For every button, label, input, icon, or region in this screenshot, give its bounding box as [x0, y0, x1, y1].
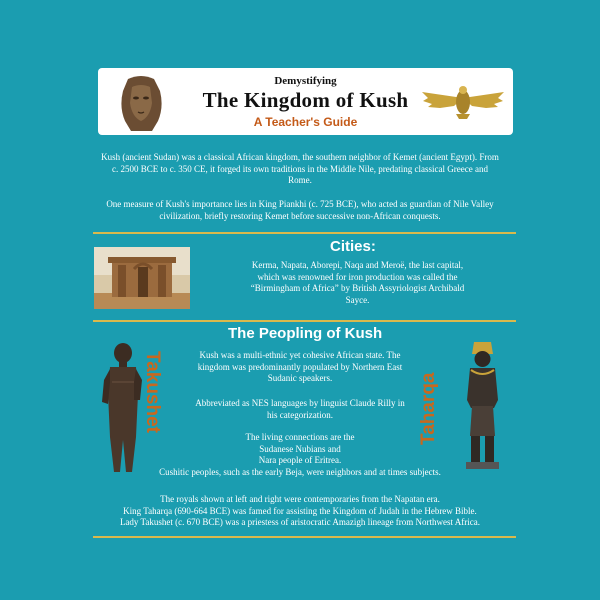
- cities-paragraph: Kerma, Napata, Aborepi, Naqa and Meroë, the last capital, which was renowned for iron production was called the “Birmingham of Africa” by British Assyriologist Archibald Sayce.: [250, 260, 465, 305]
- divider: [93, 320, 516, 322]
- taharqa-label: Taharqa: [418, 372, 439, 445]
- takushet-label: Takushet: [142, 351, 163, 434]
- divider: [93, 536, 516, 538]
- title-card: [98, 68, 513, 135]
- winged-gold-amulet-image: [420, 84, 506, 120]
- taharqa-statue-image: [460, 340, 505, 470]
- royals-line: The royals shown at left and right were contemporaries from the Napatan era.: [160, 494, 440, 504]
- living-connections-line: The living connections are the: [245, 432, 355, 442]
- peopling-paragraph-2: Abbreviated as NES languages by linguist Claude Rilly in his categorization.: [195, 398, 405, 420]
- piankhi-paragraph: One measure of Kush's importance lies in King Piankhi (c. 725 BCE), who acted as guardian of Nile Valley civilization, briefly restoring Kemet before successive non-African conquests.: [106, 199, 494, 221]
- peopling-paragraph-3: [195, 432, 405, 467]
- temple-ruins-image: [94, 247, 190, 309]
- taharqa-line: King Taharqa (690-664 BCE) was famed for assisting the Kingdom of Judah in the Hebrew Bible.: [123, 505, 477, 516]
- nara-people-line: Nara people of Eritrea.: [258, 455, 342, 465]
- header-guide-label: A Teacher's Guide: [253, 115, 358, 129]
- cushitic-paragraph: Cushitic peoples, such as the early Beja, were neighbors and at times subjects.: [159, 467, 441, 477]
- cities-heading: Cities:: [330, 238, 376, 255]
- peopling-heading: The Peopling of Kush: [228, 325, 383, 342]
- page-title: The Kingdom of Kush: [202, 88, 409, 112]
- divider: [93, 232, 516, 234]
- sudanese-nubians-line: Sudanese Nubians and: [259, 443, 341, 454]
- header-subtitle: Demystifying: [274, 75, 337, 87]
- royals-caption: [90, 494, 510, 529]
- intro-paragraph: Kush (ancient Sudan) was a classical African kingdom, the southern neighbor of Kemet (ancient Egypt). From c. 2500 BCE to c. 350 CE, it forged its own traditions in the Middle Nile, predating classical Greece and Rome.: [101, 152, 499, 185]
- peopling-paragraph-1: Kush was a multi-ethnic yet cohesive African state. The kingdom was predominantly populated by Northern East Sudanic speakers.: [197, 350, 403, 383]
- takushet-line: Lady Takushet (c. 670 BCE) was a priestess of aristocratic Amazigh lineage from Northwest Africa.: [119, 517, 481, 527]
